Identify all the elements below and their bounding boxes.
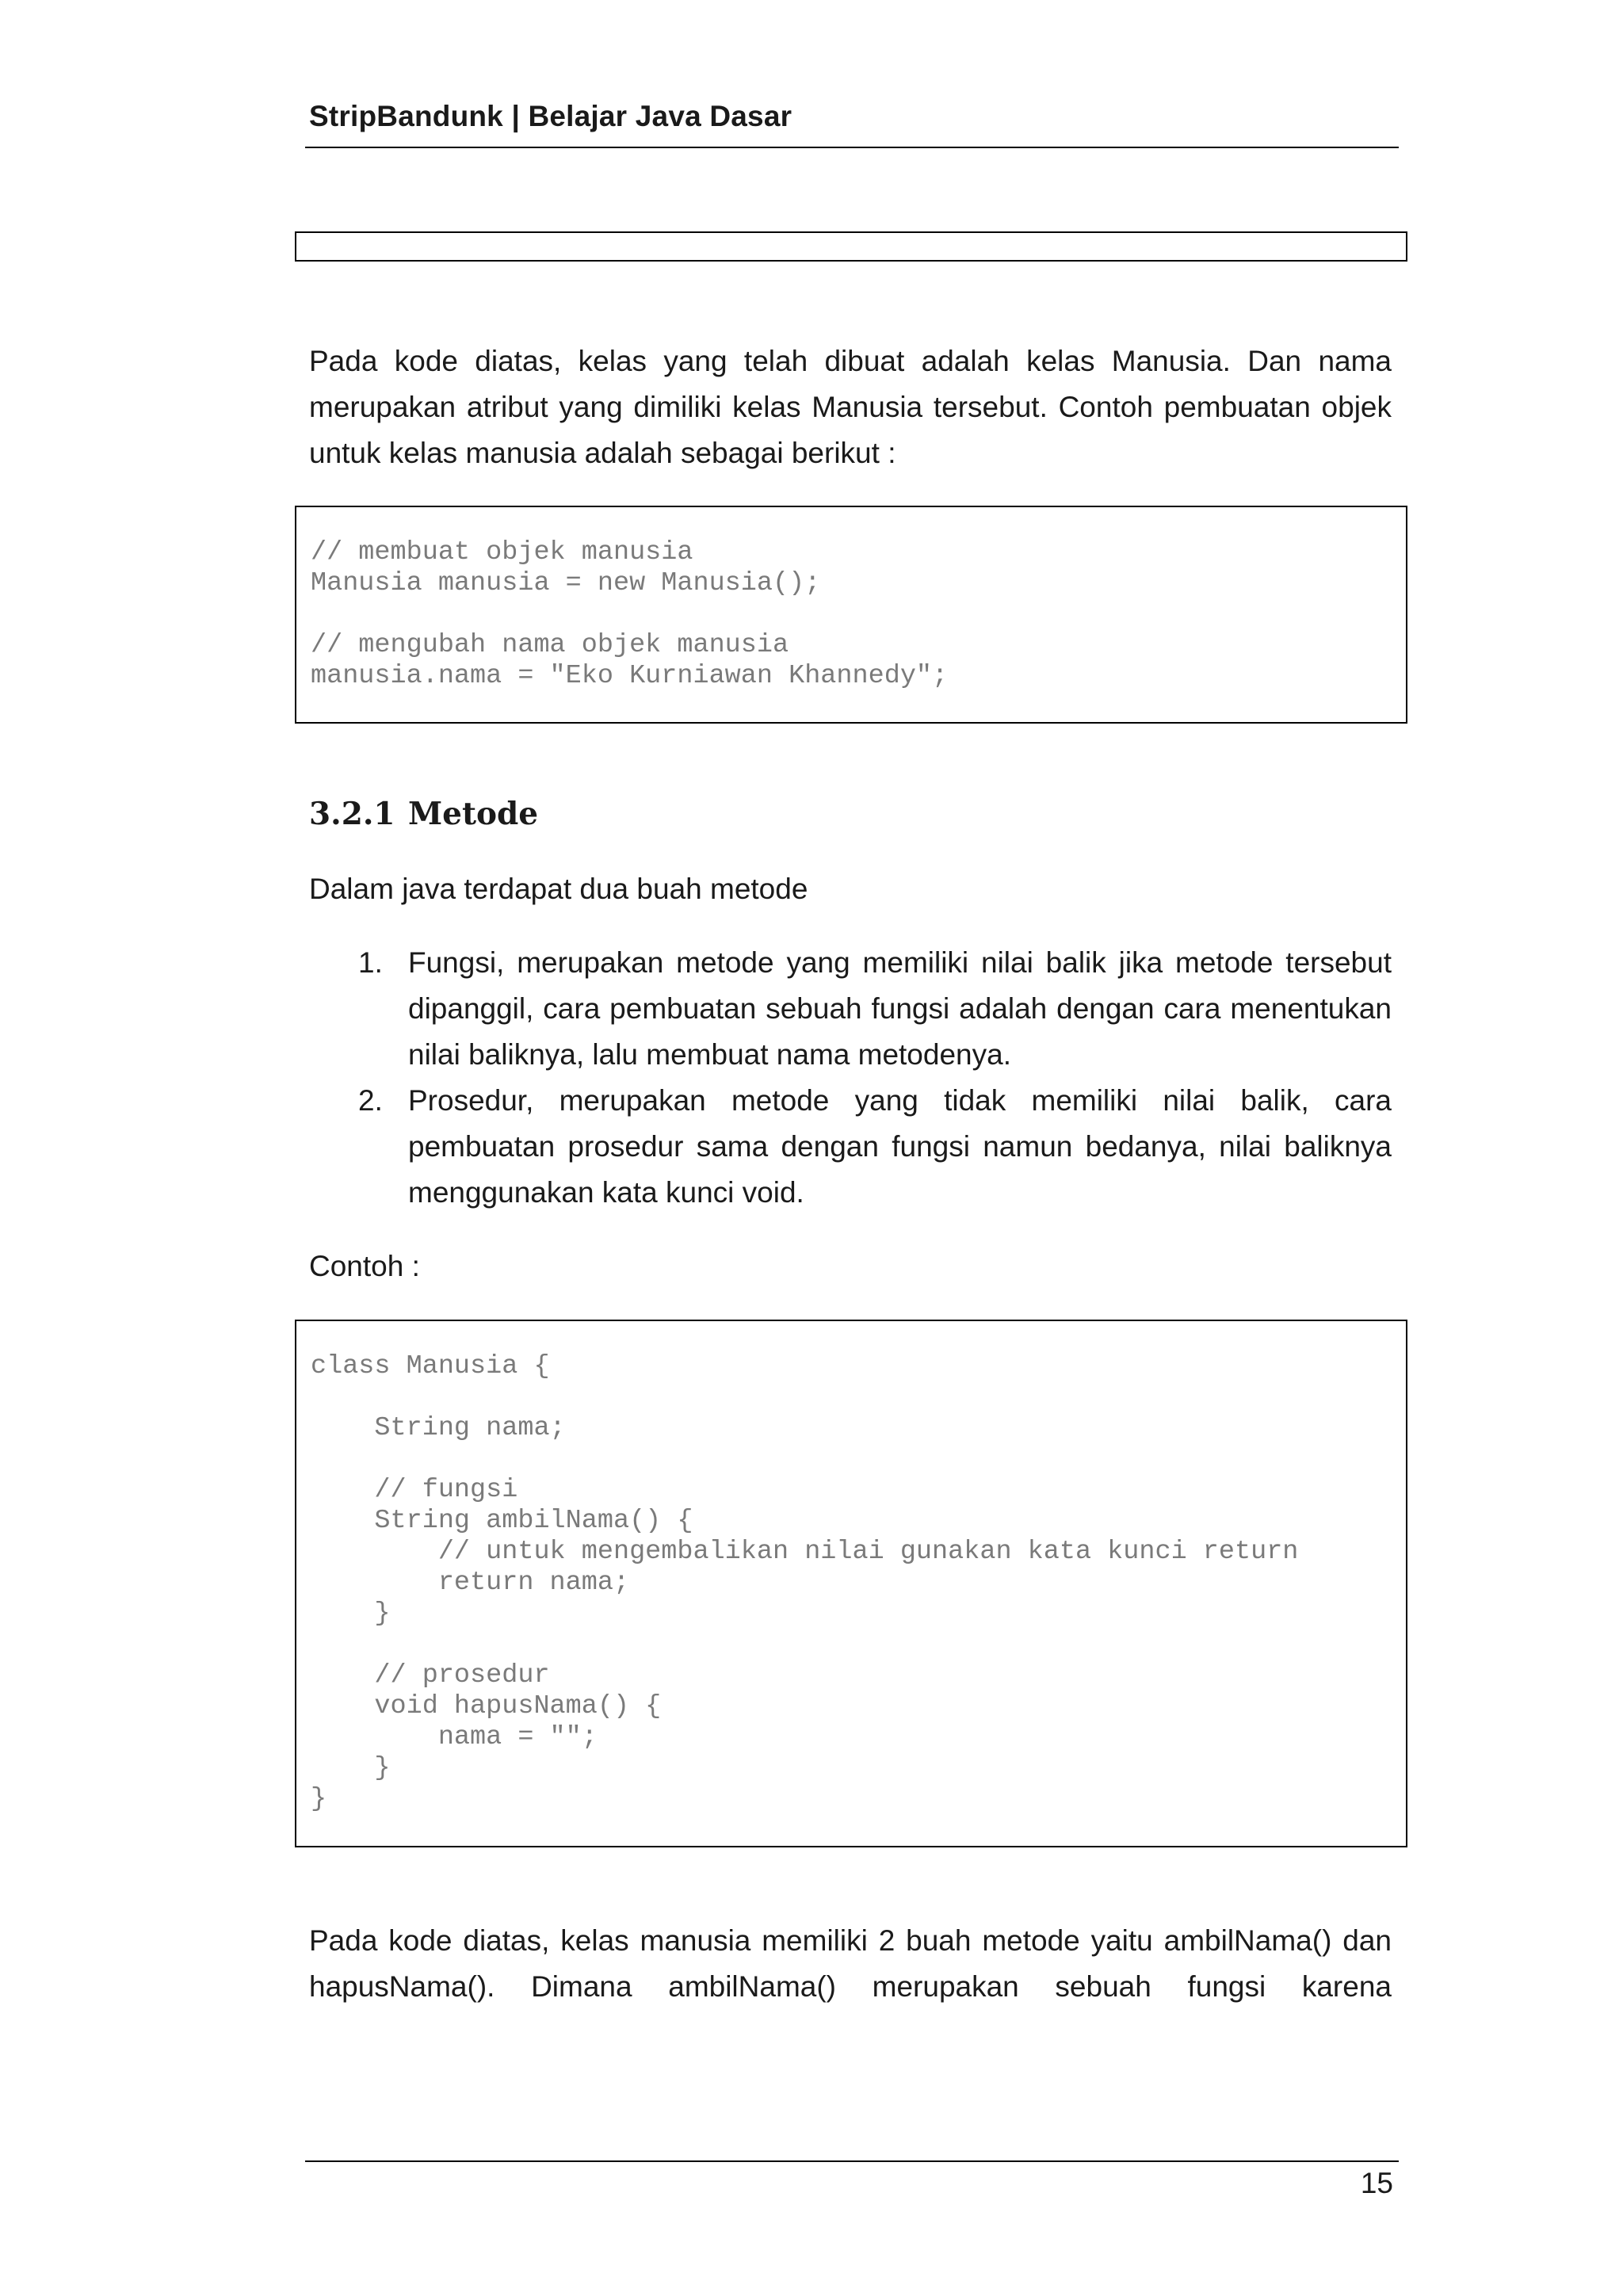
paragraph-method-intro: Dalam java terdapat dua buah metode xyxy=(309,873,808,905)
list-number: 1. xyxy=(358,946,383,979)
code-block-object-creation xyxy=(295,506,1407,724)
page-number: 15 xyxy=(1360,2167,1393,2199)
list-item-text: Fungsi, merupakan metode yang memiliki nilai balik jika metode tersebut dipanggil, cara pembuatan sebuah fungsi adalah dengan cara menentukan nilai baliknya, lalu membuat nama metodenya. xyxy=(408,946,1392,1071)
list-item-text: Prosedur, merupakan metode yang tidak memiliki nilai balik, cara pembuatan prosedur sama dengan fungsi namun bedanya, nilai baliknya menggunakan kata kunci void. xyxy=(408,1084,1392,1209)
list-item xyxy=(309,1078,1392,1216)
example-label: Contoh : xyxy=(309,1250,420,1282)
empty-code-box xyxy=(295,231,1407,262)
list-number: 2. xyxy=(358,1084,383,1117)
code-listing-object-creation: // membuat objek manusia Manusia manusia = new Manusia(); // mengubah nama objek manusia manusia.nama = "Eko Kurniawan Khannedy"; xyxy=(311,537,949,691)
method-types-list xyxy=(309,940,1392,1216)
list-item xyxy=(309,940,1392,1078)
footer-rule xyxy=(305,2160,1399,2162)
section-number: 3.2.1 xyxy=(309,796,395,832)
header-rule xyxy=(305,147,1399,148)
running-header-title: StripBandunk | Belajar Java Dasar xyxy=(309,100,792,132)
code-block-method-example xyxy=(295,1320,1407,1847)
section-heading xyxy=(309,796,538,832)
paragraph-method-explanation: Pada kode diatas, kelas manusia memiliki 2 buah metode yaitu ambilNama() dan hapusNama(). Dimana ambilNama() merupakan sebuah fungsi karena xyxy=(309,1924,1392,2003)
section-title: Metode xyxy=(408,796,539,832)
paragraph-class-explanation: Pada kode diatas, kelas yang telah dibuat adalah kelas Manusia. Dan nama merupakan atribut yang dimiliki kelas Manusia tersebut. Contoh pembuatan objek untuk kelas manusia adalah sebagai berikut : xyxy=(309,345,1392,469)
code-listing-method-example: class Manusia { String nama; // fungsi String ambilNama() { // untuk mengembalikan nilai gunakan kata kunci return return nama; } // prosedur void hapusNama() { nama = ""; } } xyxy=(311,1351,1299,1814)
